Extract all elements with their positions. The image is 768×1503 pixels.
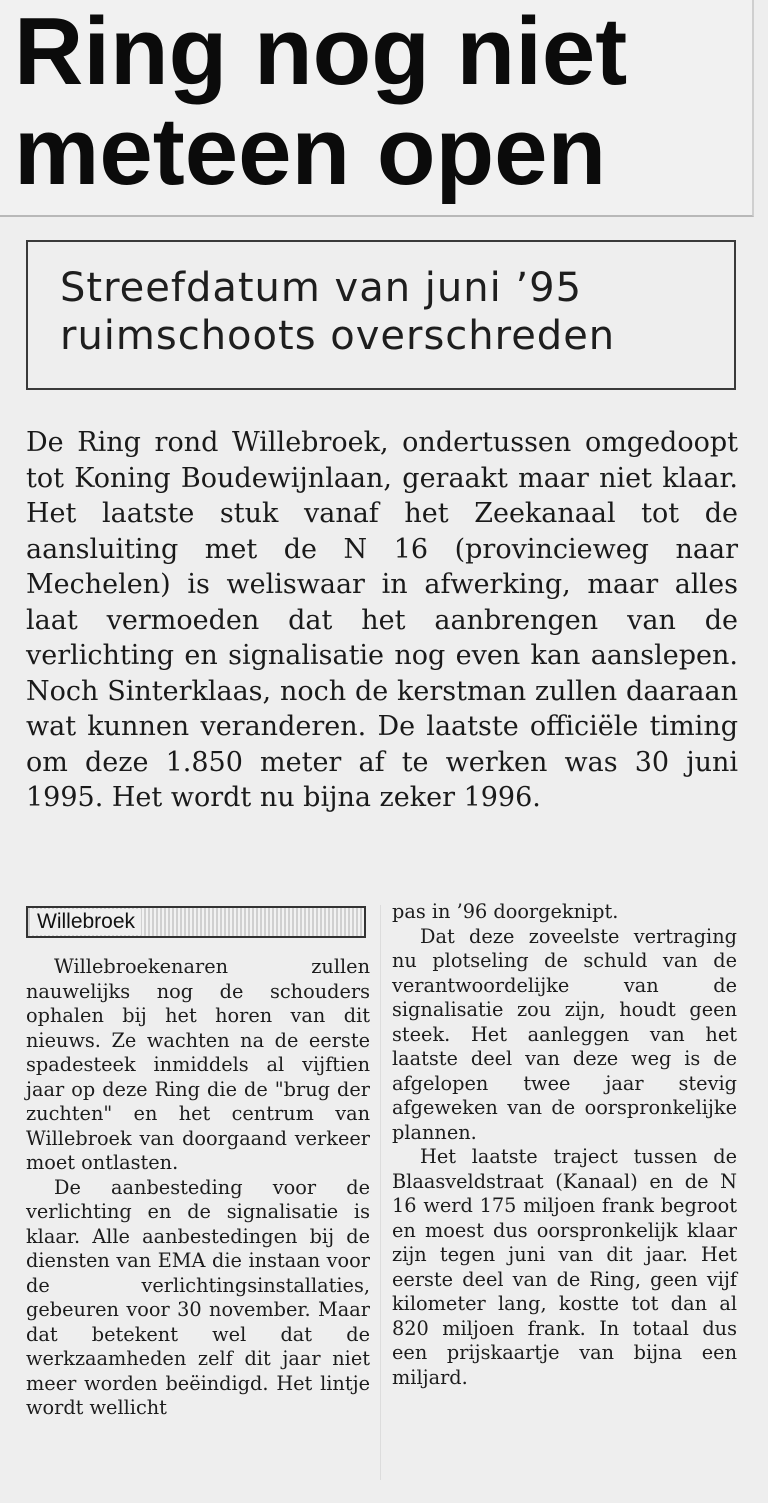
right-paragraph-3: Het laatste traject tussen de Blaasveldstraat (Kanaal) en de N 16 werd 175 miljoen frank begroot en moest dus oorspronkelijk klaar zijn tegen juni van dit jaar. Het eerste deel van de Ring, geen vijf kilometer lang, kostte tot dan al 820 miljoen frank. In totaal dus een prijskaartje van bijna een miljard. (392, 1145, 737, 1389)
column-divider (380, 905, 381, 1480)
right-column (392, 900, 737, 1390)
left-paragraph-1: Willebroekenaren zullen nauwelijks nog de schouders ophalen bij het horen van dit nieuws. Ze wachten na de eerste spadesteek inmiddels al vijftien jaar op deze Ring die de "brug der zuchten" en het centrum van Willebroek van doorgaand verkeer moet ontlasten. (26, 955, 370, 1174)
lead-paragraph: De Ring rond Willebroek, ondertussen omgedoopt tot Koning Boudewijnlaan, geraakt maar niet klaar. Het laatste stuk vanaf het Zeekanaal tot de aansluiting met de N 16 (provincieweg naar Mechelen) is weliswaar in afwerking, maar alles laat vermoeden dat het aanbrengen van de verlichting en signalisatie nog even kan aanslepen. Noch Sinterklaas, noch de kerstman zullen daaraan wat kunnen veranderen. De laatste officiële timing om deze 1.850 meter af te werken was 30 juni 1995. Het wordt nu bijna zeker 1996. (26, 427, 738, 813)
left-column (26, 955, 370, 1421)
headline-box (0, 0, 754, 217)
right-paragraph-1: pas in ’96 doorgeknipt. (392, 900, 619, 923)
subtitle-line-1: Streefdatum van juni ’95 (60, 265, 583, 311)
left-paragraph-2: De aanbesteding voor de verlichting en de signalisatie is klaar. Alle aanbestedingen bij de diensten van EMA die instaan voor de verlichtingsinstallaties, gebeuren voor 30 november. Maar dat betekent wel dat de werkzaamheden zelf dit jaar niet meer worden beëindigd. Het lintje wordt wellicht (26, 1175, 370, 1419)
subtitle-box (26, 240, 736, 390)
subtitle-line-2: ruimschoots overschreden (60, 313, 616, 359)
headline: Ring nog niet meteen open (14, 0, 628, 205)
kicker-label: Willebroek (31, 909, 141, 935)
subtitle (60, 264, 720, 360)
right-paragraph-2: Dat deze zoveelste vertraging nu plotseling de schuld van de verantwoordelijke van de signalisatie zou zijn, houdt geen steek. Het aanleggen van het laatste deel van deze weg is de afgelopen twee jaar stevig afgeweken van de oorspronkelijke plannen. (392, 924, 737, 1144)
kicker-box (26, 906, 366, 938)
